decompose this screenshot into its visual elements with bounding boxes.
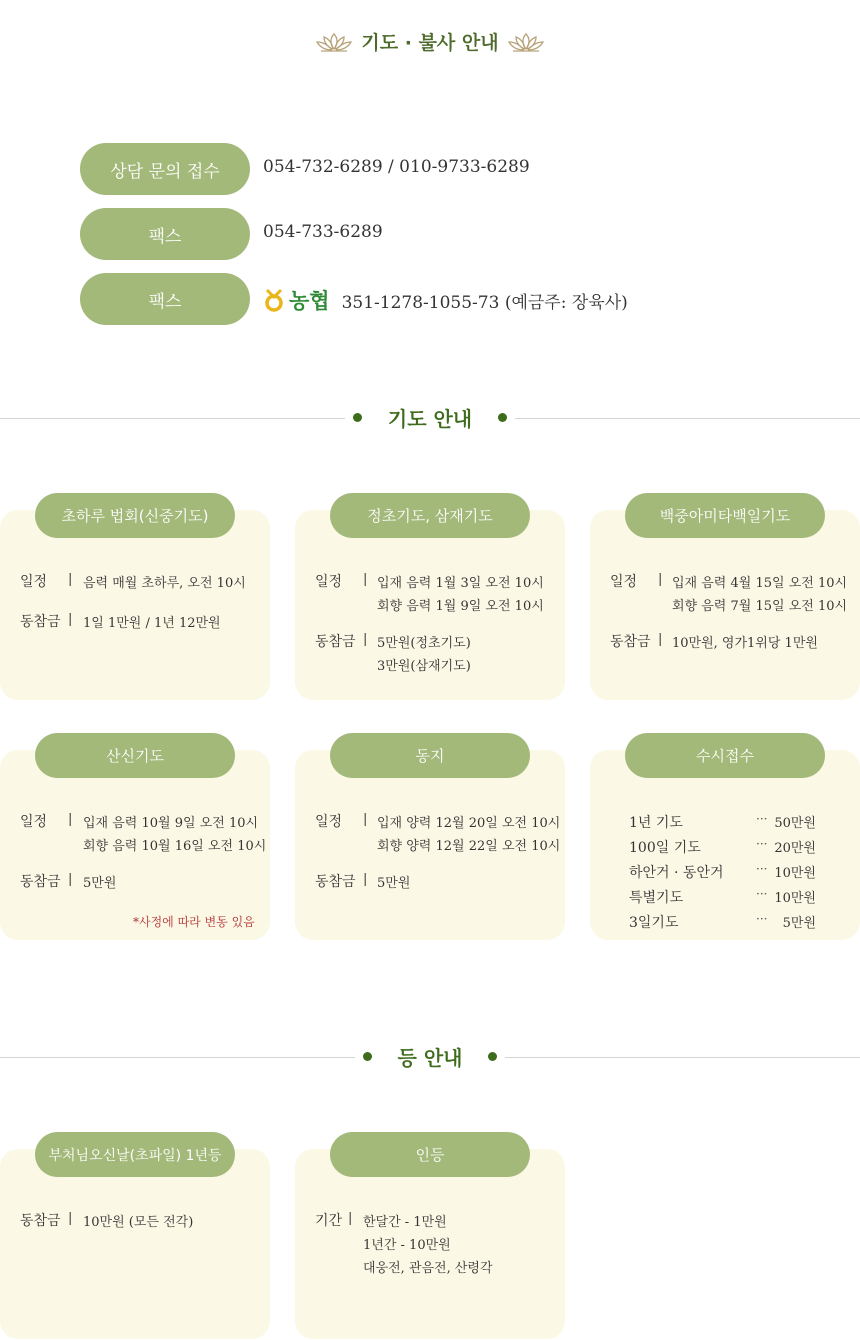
contact-value-fax — [263, 222, 383, 242]
period-line: 1년간 - 10만원 — [363, 1238, 451, 1253]
fee-line: 3만원(삼재기도) — [377, 659, 471, 674]
schedule-label: 일정 — [20, 814, 48, 830]
contact-label-inquiry: 상담 문의 접수 — [80, 143, 250, 195]
card-title-susi: 수시접수 — [625, 733, 825, 778]
lotus-left-icon — [315, 31, 353, 53]
schedule-line: 입재 양력 12월 20일 오전 10시 — [377, 816, 561, 831]
card-title-indeung: 인등 — [330, 1132, 530, 1177]
divider-dot-icon — [488, 1052, 497, 1061]
separator: | — [363, 812, 368, 827]
contact-label-account: 팩스 — [80, 273, 250, 325]
schedule-label: 일정 — [315, 574, 343, 590]
price-item-name: 1년 기도 — [629, 815, 683, 831]
separator: | — [68, 812, 73, 827]
phone-numbers: 054-732-6289 / 010-9733-6289 — [263, 157, 530, 177]
separator: | — [363, 572, 368, 587]
separator: | — [68, 1211, 73, 1226]
card-title-chohaaru: 초하루 법회(신중기도) — [35, 493, 235, 538]
separator: | — [363, 872, 368, 887]
fee-line: 10만원 (모든 전각) — [83, 1215, 194, 1230]
schedule-label: 일정 — [20, 574, 48, 590]
contact-value-inquiry — [263, 157, 530, 177]
card-title-buddha-day: 부처님오신날(초파일) 1년등 — [35, 1132, 235, 1177]
price-item-value: 20만원 — [774, 841, 816, 856]
price-item-name: 하안거 · 동안거 — [629, 865, 724, 881]
price-item-name: 3일기도 — [629, 915, 679, 931]
card-chohaaru — [0, 510, 270, 700]
schedule-line: 입재 음력 10월 9일 오전 10시 — [83, 816, 259, 831]
separator: | — [348, 1211, 353, 1226]
schedule-label: 일정 — [610, 574, 638, 590]
lantern-section-header — [0, 1042, 860, 1071]
card-buddha-day — [0, 1149, 270, 1339]
card-title-jeongcho: 정초기도, 삼재기도 — [330, 493, 530, 538]
prayer-section-header — [0, 403, 860, 432]
divider-dot-icon — [363, 1052, 372, 1061]
price-item-value: 10만원 — [774, 866, 816, 881]
schedule-label: 일정 — [315, 814, 343, 830]
card-title-baekjung: 백중아미타백일기도 — [625, 493, 825, 538]
price-item-dots: ··· — [756, 837, 768, 851]
fee-label: 동참금 — [20, 1213, 61, 1229]
price-item-value: 5만원 — [782, 916, 816, 931]
lotus-right-icon — [507, 31, 545, 53]
separator: | — [658, 572, 663, 587]
schedule-line: 회향 음력 7월 15일 오전 10시 — [672, 599, 848, 614]
price-item-value: 10만원 — [774, 891, 816, 906]
fee-line: 5만원 — [83, 876, 117, 891]
lantern-section-title: 등 안내 — [397, 1046, 463, 1070]
period-line: 대웅전, 관음전, 산령각 — [363, 1261, 493, 1276]
fee-label: 동참금 — [610, 634, 651, 650]
price-item-dots: ··· — [756, 887, 768, 901]
period-line: 한달간 - 1만원 — [363, 1215, 447, 1230]
fee-label: 동참금 — [20, 874, 61, 890]
schedule-line: 회향 음력 1월 9일 오전 10시 — [377, 599, 544, 614]
nonghyup-logo — [263, 285, 330, 315]
fee-line: 10만원, 영가1위당 1만원 — [672, 636, 818, 651]
fee-line: 5만원 — [377, 876, 411, 891]
bank-name: 농협 — [289, 289, 330, 313]
price-item-dots: ··· — [756, 912, 768, 926]
divider-dot-icon — [498, 413, 507, 422]
card-title-sansin: 산신기도 — [35, 733, 235, 778]
change-notice: *사정에 따라 변동 있음 — [133, 915, 255, 929]
page-title: 기도 · 불사 안내 — [361, 32, 499, 54]
prayer-section-title: 기도 안내 — [387, 407, 473, 431]
page-header — [0, 28, 860, 55]
contact-label-fax: 팩스 — [80, 208, 250, 260]
schedule-line: 입재 음력 4월 15일 오전 10시 — [672, 576, 848, 591]
contact-value-account — [263, 285, 628, 315]
nonghyup-symbol-icon — [263, 288, 285, 312]
fee-label: 동참금 — [315, 634, 356, 650]
fee-line: 1일 1만원 / 1년 12만원 — [83, 616, 221, 631]
schedule-line: 입재 음력 1월 3일 오전 10시 — [377, 576, 544, 591]
separator: | — [68, 612, 73, 627]
schedule-line: 음력 매월 초하루, 오전 10시 — [83, 576, 246, 591]
divider-dot-icon — [353, 413, 362, 422]
fee-label: 동참금 — [20, 614, 61, 630]
separator: | — [658, 632, 663, 647]
account-number: 351-1278-1055-73 (예금주: 장육사) — [341, 292, 628, 313]
price-item-name: 특별기도 — [629, 890, 684, 906]
price-item-name: 100일 기도 — [629, 840, 701, 856]
separator: | — [68, 872, 73, 887]
period-label: 기간 — [315, 1213, 343, 1229]
price-item-dots: ··· — [756, 862, 768, 876]
card-title-dongji: 동지 — [330, 733, 530, 778]
fee-label: 동참금 — [315, 874, 356, 890]
separator: | — [68, 572, 73, 587]
schedule-line: 회향 양력 12월 22일 오전 10시 — [377, 839, 561, 854]
fee-line: 5만원(정초기도) — [377, 636, 471, 651]
separator: | — [363, 632, 368, 647]
fax-number: 054-733-6289 — [263, 222, 383, 242]
price-item-dots: ··· — [756, 812, 768, 826]
schedule-line: 회향 음력 10월 16일 오전 10시 — [83, 839, 267, 854]
price-item-value: 50만원 — [774, 816, 816, 831]
